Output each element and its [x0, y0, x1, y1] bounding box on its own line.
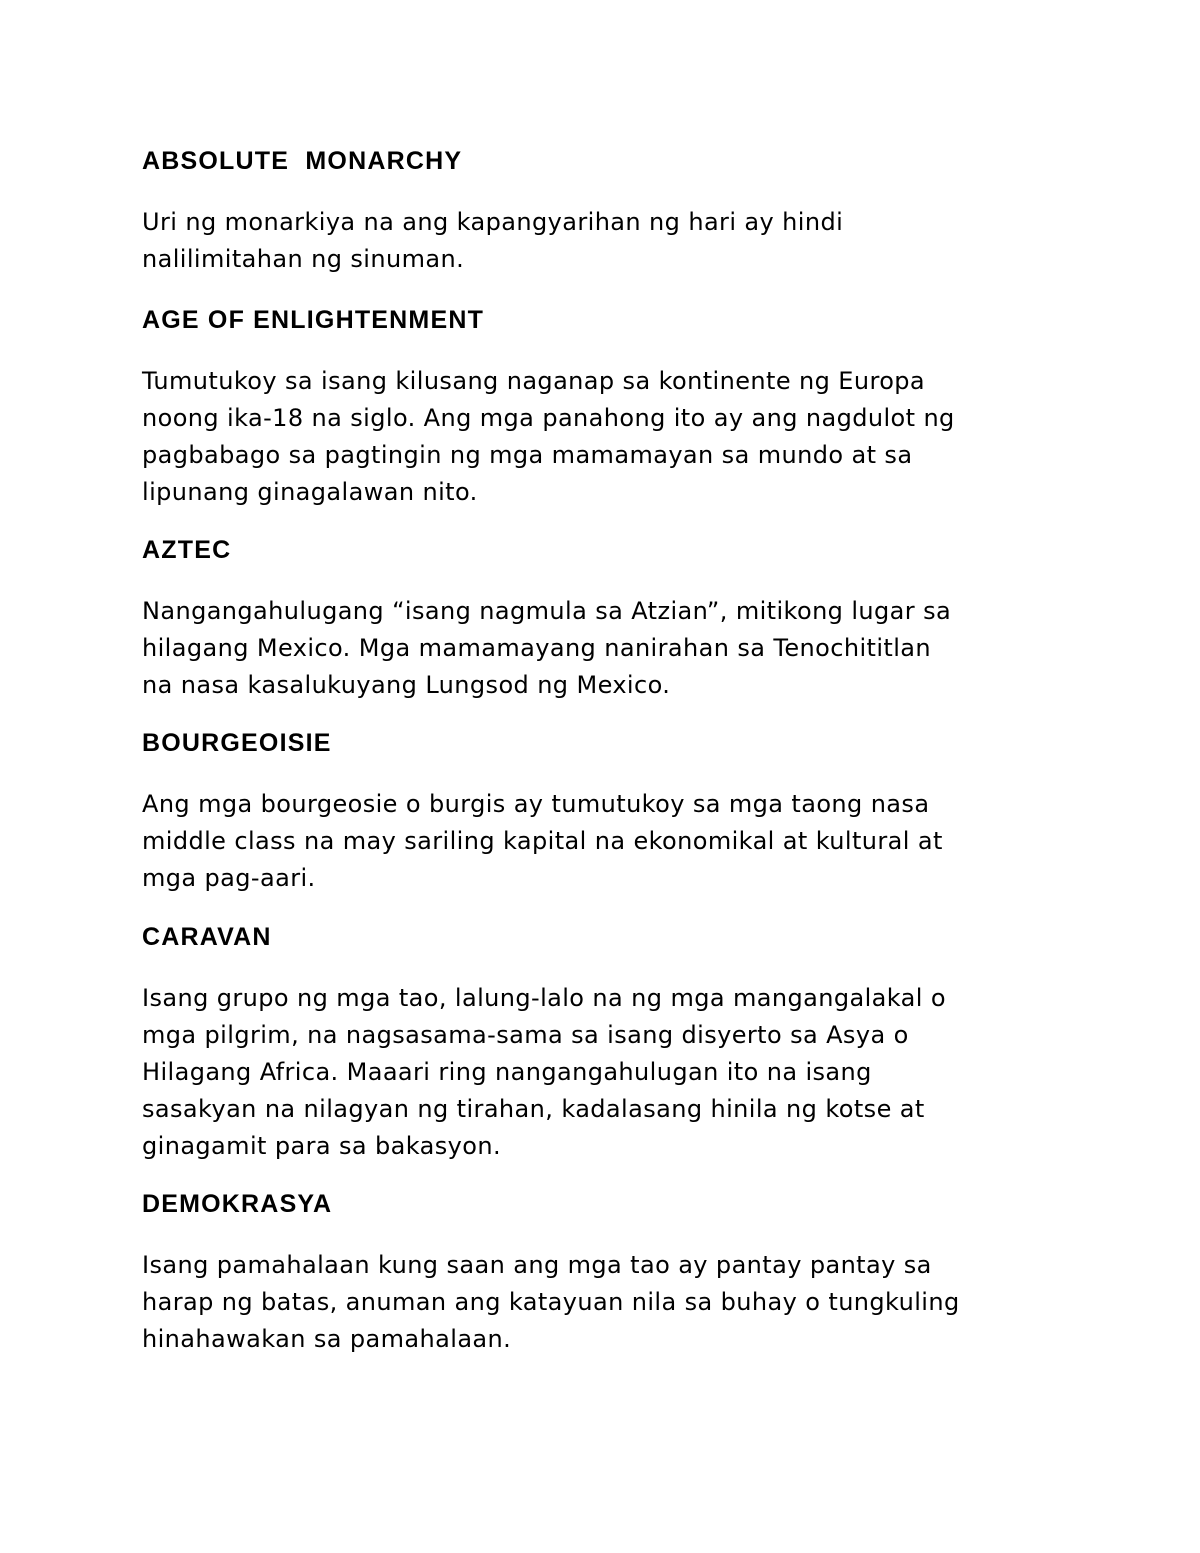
- term-definition: [142, 1247, 1072, 1358]
- definition-line: pagbabago sa pagtingin ng mga mamamayan sa mundo at sa: [142, 441, 913, 469]
- term-heading: AZTEC: [142, 536, 232, 564]
- definition-line: noong ika-18 na siglo. Ang mga panahong ito ay ang nagdulot ng: [142, 404, 955, 432]
- term-heading: BOURGEOISIE: [142, 729, 332, 757]
- definition-line: Uri ng monarkiya na ang kapangyarihan ng hari ay hindi: [142, 208, 844, 236]
- definition-line: mga pilgrim, na nagsasama-sama sa isang disyerto sa Asya o: [142, 1021, 909, 1049]
- definition-line: harap ng batas, anuman ang katayuan nila sa buhay o tungkuling: [142, 1288, 960, 1316]
- glossary-entry-absolute-monarchy: [142, 146, 1072, 278]
- term-definition: [142, 980, 1072, 1165]
- glossary-entry-demokrasya: [142, 1189, 1072, 1358]
- definition-line: ginagamit para sa bakasyon.: [142, 1132, 501, 1160]
- term-definition: [142, 363, 1072, 511]
- term-definition: [142, 786, 1072, 897]
- glossary-entry-aztec: [142, 535, 1072, 704]
- definition-line: Ang mga bourgeosie o burgis ay tumutukoy sa mga taong nasa: [142, 790, 930, 818]
- term-heading: AGE OF ENLIGHTENMENT: [142, 306, 485, 334]
- term-heading: DEMOKRASYA: [142, 1190, 333, 1218]
- glossary-entry-caravan: [142, 922, 1072, 1165]
- term-definition: [142, 204, 1072, 278]
- term-definition: [142, 593, 1072, 704]
- term-heading: CARAVAN: [142, 923, 272, 951]
- definition-line: sasakyan na nilagyan ng tirahan, kadalasang hinila ng kotse at: [142, 1095, 925, 1123]
- definition-line: nalilimitahan ng sinuman.: [142, 245, 465, 273]
- definition-line: hinahawakan sa pamahalaan.: [142, 1325, 512, 1353]
- definition-line: middle class na may sariling kapital na ekonomikal at kultural at: [142, 827, 943, 855]
- definition-line: Nangangahulugang “isang nagmula sa Atzian”, mitikong lugar sa: [142, 597, 952, 625]
- definition-line: mga pag-aari.: [142, 864, 316, 892]
- definition-line: hilagang Mexico. Mga mamamayang nanirahan sa Tenochititlan: [142, 634, 931, 662]
- definition-line: lipunang ginagalawan nito.: [142, 478, 478, 506]
- term-heading: ABSOLUTE MONARCHY: [142, 147, 463, 175]
- definition-line: na nasa kasalukuyang Lungsod ng Mexico.: [142, 671, 671, 699]
- definition-line: Isang grupo ng mga tao, lalung-lalo na ng mga mangangalakal o: [142, 984, 946, 1012]
- glossary-entry-age-of-enlightenment: [142, 305, 1072, 511]
- glossary-entry-bourgeoisie: [142, 728, 1072, 897]
- definition-line: Isang pamahalaan kung saan ang mga tao ay pantay pantay sa: [142, 1251, 932, 1279]
- definition-line: Tumutukoy sa isang kilusang naganap sa kontinente ng Europa: [142, 367, 926, 395]
- definition-line: Hilagang Africa. Maaari ring nangangahulugan ito na isang: [142, 1058, 872, 1086]
